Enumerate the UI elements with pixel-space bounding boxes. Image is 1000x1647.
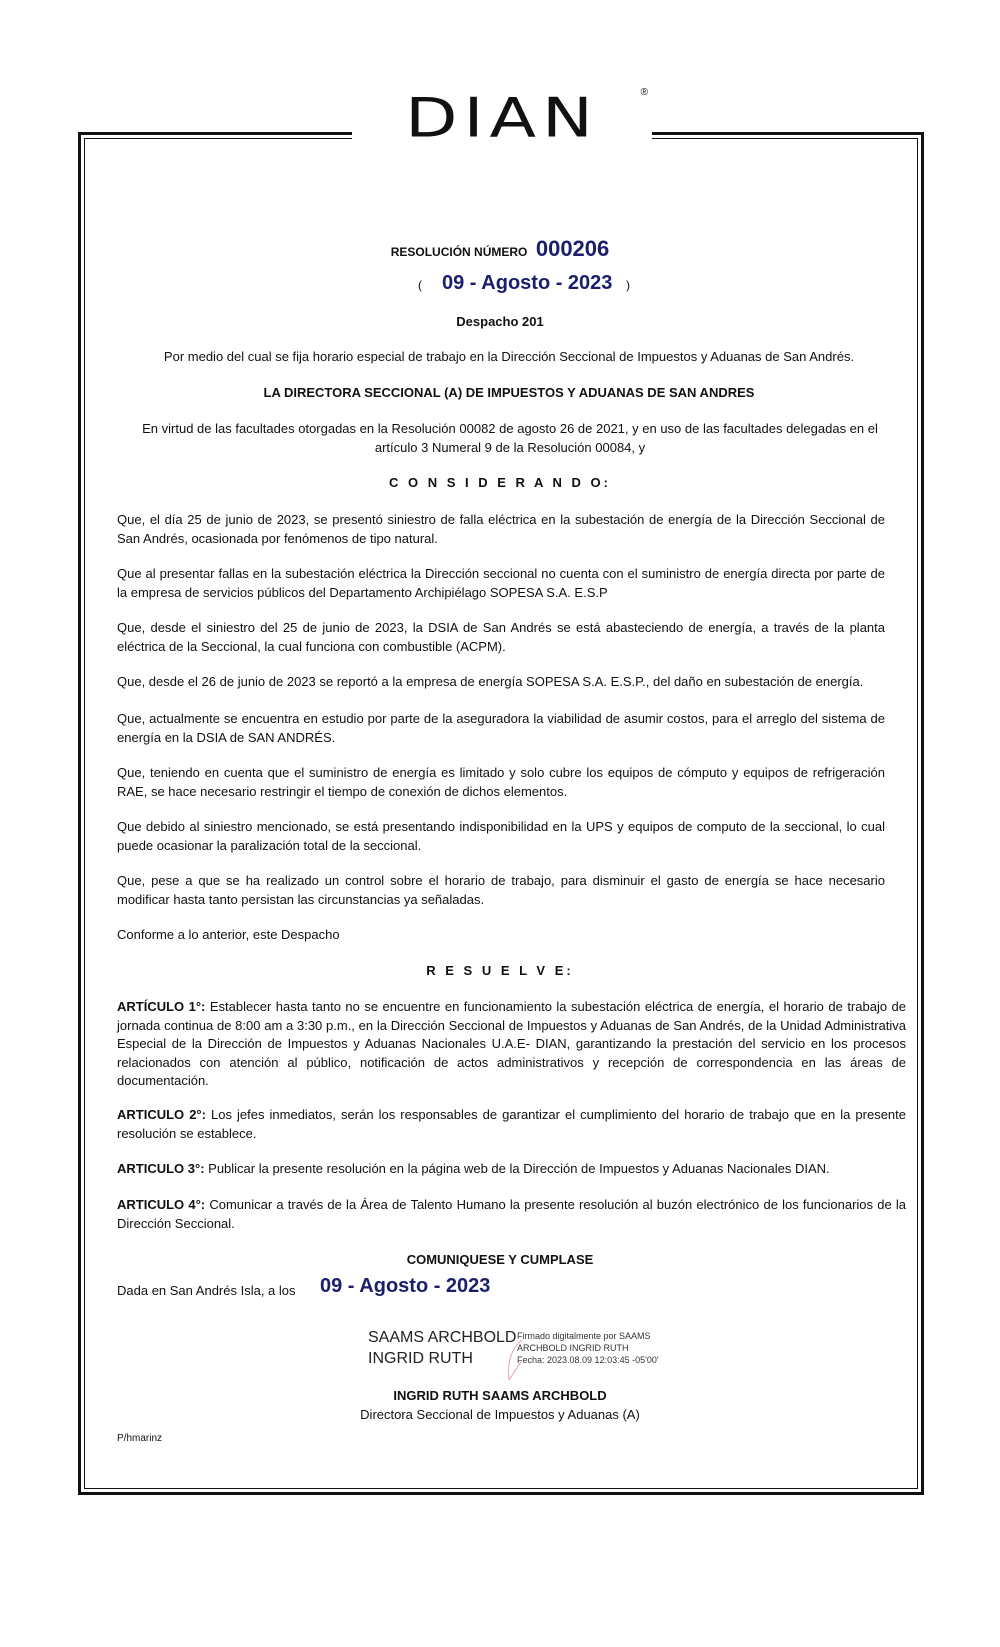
considerando-paragraph: Que al presentar fallas en la subestación eléctrica la Dirección seccional no cuenta con el suministro de energía directa por parte de la empresa de servicios públicos del Departamento Archipiélago SOPESA S.A. E.S.P bbox=[117, 566, 885, 600]
signer-title: Directora Seccional de Impuestos y Aduanas (A) bbox=[360, 1407, 640, 1422]
article-label: ARTICULO 3°: bbox=[117, 1161, 205, 1176]
considerando-paragraph: Que, el día 25 de junio de 2023, se presentó siniestro de falla eléctrica en la subestación de energía de la Dirección Seccional de San Andrés, ocasionada por fenómenos de tipo natural. bbox=[117, 512, 885, 546]
considerando-paragraph: Que, actualmente se encuentra en estudio por parte de la aseguradora la viabilidad de asumir costos, para el arreglo del sistema de energía en la DSIA de SAN ANDRÉS. bbox=[117, 711, 885, 745]
registered-mark: ® bbox=[640, 87, 648, 98]
article-label: ARTICULO 2°: bbox=[117, 1107, 206, 1122]
closing-date: 09 - Agosto - 2023 bbox=[320, 1275, 491, 1297]
digital-signature-line3: Fecha: 2023.08.09 12:03:45 -05'00' bbox=[517, 1355, 659, 1365]
article-3 bbox=[117, 1160, 906, 1179]
article-text: Establecer hasta tanto no se encuentre en funcionamiento la subestación eléctrica de energía, el horario de trabajo de jornada continua de 8:00 am a 3:30 p.m., en la Dirección Seccional de Impuestos y Aduanas de San Andrés, de la Unidad Administrativa Especial de la Dirección de Impuestos y Aduanas Nacionales U.A.E- DIAN, garantizando la prestación del servicio en los procesos relacionados con atención al público, notificación de actos administrativos y recepción de correspondencia en las áreas de documentación. bbox=[117, 999, 906, 1088]
signature-name-line2: INGRID RUTH bbox=[368, 1350, 473, 1367]
considerando-paragraph: Que, desde el siniestro del 25 de junio de 2023, la DSIA de San Andrés se está abasteciendo de energía, a través de la planta eléctrica de la Seccional, la cual funciona con combustible (ACPM). bbox=[117, 620, 885, 654]
article-2 bbox=[117, 1106, 906, 1143]
resolution-date-close-paren: ) bbox=[626, 278, 630, 292]
resolution-date-open-paren: ( bbox=[418, 278, 422, 292]
article-label: ARTICULO 4°: bbox=[117, 1197, 206, 1212]
article-label: ARTÍCULO 1°: bbox=[117, 999, 206, 1014]
digital-signature-line1: Firmado digitalmente por SAAMS bbox=[517, 1331, 651, 1341]
closing-heading: COMUNIQUESE Y CUMPLASE bbox=[406, 1252, 594, 1267]
resolution-label: RESOLUCIÓN NÚMERO bbox=[390, 245, 528, 259]
authority-title: LA DIRECTORA SECCIONAL (A) DE IMPUESTOS Y ADUANAS DE SAN ANDRES bbox=[263, 385, 755, 400]
given-at-text: Dada en San Andrés Isla, a los bbox=[117, 1283, 296, 1298]
article-1 bbox=[117, 998, 906, 1091]
considerando-paragraph: Conforme a lo anterior, este Despacho bbox=[117, 927, 340, 942]
resuelve-heading: R E S U E L V E: bbox=[426, 963, 574, 978]
article-text: Comunicar a través de la Área de Talento Humano la presente resolución al buzón electrónico de los funcionarios de la Dirección Seccional. bbox=[117, 1197, 907, 1231]
intro-text: Por medio del cual se fija horario especial de trabajo en la Dirección Seccional de Impuestos y Aduanas de San Andrés. bbox=[163, 349, 855, 364]
resolution-number-line bbox=[0, 236, 1000, 265]
considerando-paragraph: Que, desde el 26 de junio de 2023 se reportó a la empresa de energía SOPESA S.A. E.S.P., del daño en subestación de energía. bbox=[117, 674, 864, 689]
resolution-number: 000206 bbox=[535, 236, 610, 261]
considerando-heading: C O N S I D E R A N D O: bbox=[389, 475, 611, 490]
logo-text: DIAN bbox=[405, 87, 599, 151]
article-text: Publicar la presente resolución en la página web de la Dirección de Impuestos y Aduanas Nacionales DIAN. bbox=[204, 1161, 830, 1176]
article-text: Los jefes inmediatos, serán los responsables de garantizar el cumplimiento del horario de trabajo que en la presente resolución se establece. bbox=[117, 1107, 906, 1141]
digital-signature-line2: ARCHBOLD INGRID RUTH bbox=[517, 1343, 629, 1353]
signature-name-line1: SAAMS ARCHBOLD bbox=[368, 1329, 517, 1346]
authority-basis: En virtud de las facultades otorgadas en la Resolución 00082 de agosto 26 de 2021, y en uso de las facultades delegadas en el artículo 3 Numeral 9 de la Resolución 00084, y bbox=[142, 421, 878, 455]
office-label: Despacho 201 bbox=[456, 314, 544, 329]
considerando-paragraph: Que, pese a que se ha realizado un control sobre el horario de trabajo, para disminuir el gasto de energía se hace necesario modificar hasta tanto persistan las circunstancias ya señaladas. bbox=[117, 873, 885, 907]
dian-logo bbox=[352, 88, 652, 150]
considerando-paragraph: Que debido al siniestro mencionado, se está presentando indisponibilidad en la UPS y equipos de computo de la seccional, lo cual puede ocasionar la paralización total de la seccional. bbox=[117, 819, 885, 853]
considerando-paragraph: Que, teniendo en cuenta que el suministro de energía es limitado y solo cubre los equipos de cómputo y equipos de refrigeración RAE, se hace necesario restringir el tiempo de conexión de dichos elementos. bbox=[117, 765, 885, 799]
article-4 bbox=[117, 1196, 906, 1233]
signer-name: INGRID RUTH SAAMS ARCHBOLD bbox=[393, 1388, 607, 1403]
footer-initials: P/hmarinz bbox=[117, 1433, 163, 1444]
resolution-date: 09 - Agosto - 2023 bbox=[442, 272, 613, 294]
